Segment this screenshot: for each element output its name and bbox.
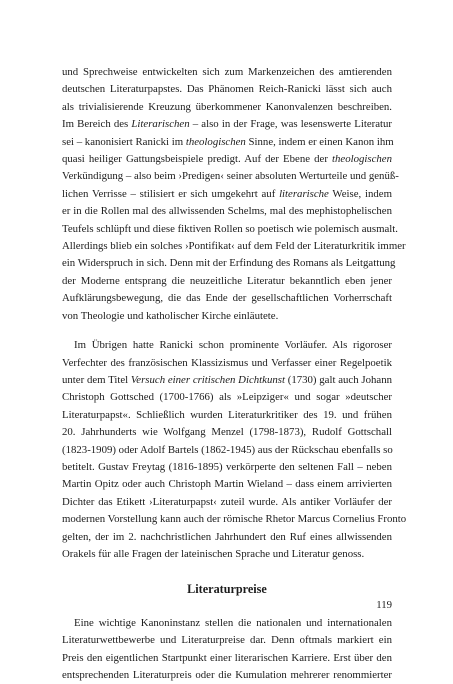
emphasis-text: theologischen xyxy=(185,135,246,148)
text-line: von Theologie und katholischer Kirche einläutete. xyxy=(62,309,279,322)
text-line: Christoph Gottsched (1700-1766) als »Leipziger« und sogar »deutscher xyxy=(62,391,392,404)
text-run: Sinne, indem er einen Kanon ihm xyxy=(245,135,394,148)
text-line: modernen Vorstellung kann auch der römische Rhetor Marcus Cornelius Fronto xyxy=(62,513,407,526)
text-line: und Sprechweise entwickelten sich zum Markenzeichen des amtierenden xyxy=(62,66,392,78)
emphasis-text: theologischen xyxy=(332,153,392,166)
text-line xyxy=(62,372,392,389)
paragraph-3 xyxy=(62,615,392,684)
text-line: er in die Rollen mal des allwissenden Schelms, mal des mephistophelischen xyxy=(62,205,392,218)
section-heading: Literaturpreise xyxy=(187,582,267,597)
text-line xyxy=(62,151,392,168)
text-line: Martin Opitz oder auch Christoph Martin Wieland – dass einem arrivierten xyxy=(62,478,392,491)
text-run: lichen Verrisse – stilisiert er sich umgekehrt auf xyxy=(62,187,280,200)
text-line: gelten, der im 2. nachchristlichen Jahrhundert den Ruf eines allwissenden xyxy=(62,530,392,543)
text-line: Verkündigung – also beim ›Predigen‹ seiner absoluten Werturteile und genüß- xyxy=(62,170,399,183)
text-line: Aufklärungsbewegung, die das Ende der gesellschaftlichen Vorherrschaft xyxy=(62,292,392,305)
text-run: sei – kanonisiert Ranicki im xyxy=(62,135,186,148)
text-line xyxy=(62,116,392,133)
text-line: Literaturpapst«. Schließlich wurden Literaturkritiker des 19. und frühen xyxy=(62,408,392,421)
text-line: deutschen Literaturpapstes. Das Phänomen Reich-Ranicki lässt sich auch xyxy=(62,83,392,96)
text-line: Literaturwettbewerbe und Literaturpreise dar. Denn oftmals markiert ein xyxy=(62,634,392,647)
text-line: Im Übrigen hatte Ranicki schon prominente Vorläufer. Als rigoroser xyxy=(74,339,392,352)
text-run: – also in der Frage, was lesenswerte Literatur xyxy=(189,118,392,131)
text-run: quasi heiliger Gattungsbeispiele predigt. Auf der Ebene der xyxy=(62,153,333,166)
text-block xyxy=(62,64,407,684)
emphasis-text: Literarischen xyxy=(131,118,190,131)
text-run: Weise, indem xyxy=(328,187,392,200)
text-line: (1823-1909) oder Adolf Bartels (1862-1945) aus der Rückschau ebenfalls so xyxy=(62,443,393,456)
page-number: 119 xyxy=(376,599,392,611)
text-line: Dichter das Etikett ›Literaturpapst‹ zuteil wurde. Als antiker Vorläufer der xyxy=(62,495,392,508)
text-line: ein Widerspruch in sich. Denn mit der Erfindung des Romans als Leitgattung xyxy=(62,257,396,270)
text-line: als trivialisierende Kreuzung überkommener Kanonvalenzen beschreiben. xyxy=(62,100,392,113)
text-line xyxy=(62,186,392,203)
paragraph-gap xyxy=(62,325,392,337)
text-run: (1730) galt auch Johann xyxy=(284,373,392,386)
emphasis-text: Versuch einer critischen Dichtkunst xyxy=(130,373,285,386)
text-line: Eine wichtige Kanoninstanz stellen die nationalen und internationalen xyxy=(74,616,392,629)
paragraph-1 xyxy=(62,64,406,325)
text-line: Teufels schlüpft und diese fiktiven Rollen so poetisch wie polemisch ausmalt. xyxy=(62,222,398,235)
text-line: betitelt. Gustav Freytag (1816-1895) verkörperte den seltenen Fall – neben xyxy=(62,460,392,473)
text-line: Verfechter des französischen Klassizismus und Verfasser einer Regelpoetik xyxy=(62,356,392,369)
emphasis-text: literarische xyxy=(279,187,329,200)
text-line: entsprechenden Literaturpreis oder die Kumulation mehrerer renommierter xyxy=(62,669,392,681)
text-line: Orakels für alle Fragen der lateinischen Sprache und Literatur genoss. xyxy=(62,547,365,560)
paragraph-2 xyxy=(62,337,407,563)
text-line: Allerdings blieb ein solches ›Pontifikat‹ auf dem Feld der Literaturkritik immer xyxy=(62,240,406,253)
text-run: unter dem Titel xyxy=(62,373,131,386)
text-line: der Moderne entsprang die neuzeitliche Literatur bekanntlich eben jener xyxy=(62,274,392,287)
text-line: 20. Jahrhunderts wie Wolfgang Menzel (1798-1873), Rudolf Gottschall xyxy=(62,426,392,439)
text-line xyxy=(62,134,392,151)
text-line: Preis den eigentlichen Startpunkt einer literarischen Karriere. Erst über den xyxy=(62,651,392,664)
text-run: Im Bereich des xyxy=(62,118,132,131)
